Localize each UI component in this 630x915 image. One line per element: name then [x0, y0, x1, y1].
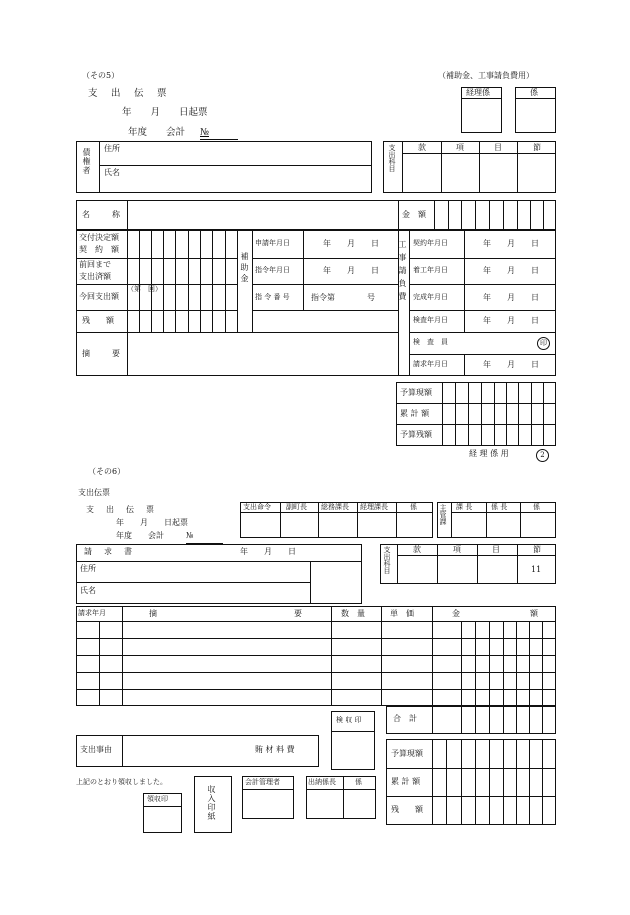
form6-col-kin: 金 — [452, 609, 460, 618]
form5-name-label: 氏名 — [104, 168, 120, 177]
form5-row-keiyaku: 契 約 額 — [79, 245, 119, 254]
form5-title: 支 出 伝 票 — [88, 88, 169, 99]
form5-tekiyo-label: 摘 要 — [82, 349, 122, 358]
form6-address-field[interactable] — [105, 564, 305, 580]
form5-budget-zangaku: 予算残額 — [400, 430, 432, 439]
form6-head-kan: 款 — [413, 545, 421, 554]
table-row[interactable] — [76, 672, 556, 673]
form5-head-moku: 目 — [494, 143, 502, 152]
form5-budget-ruikei: 累 計 額 — [400, 409, 430, 418]
form5-account-label: 支出科目 — [388, 144, 396, 172]
table-row[interactable] — [76, 689, 556, 690]
form5-address-field[interactable] — [130, 150, 366, 162]
form5-order-no: 指令第 号 — [311, 293, 375, 302]
form5-seal-mark: 印 — [537, 337, 550, 350]
form6-address-label: 住所 — [80, 564, 96, 573]
form5-row-koufu: 交付決定額 — [79, 233, 119, 242]
form5-address-label: 住所 — [104, 144, 120, 153]
form6-dept-kakari: 係 — [533, 503, 540, 511]
form5-date-line: 年 月 日起票 — [122, 107, 208, 118]
form6-cashier-label: 出納係長 — [308, 778, 336, 786]
form5-con-keiyaku: 契約年月日 — [413, 239, 448, 247]
form6-year-line: 年度 会計 — [116, 531, 164, 540]
form5-subsidy-ymd-2: 年 月 日 — [323, 266, 379, 275]
form5-row-konkai: 今回支出額 — [79, 292, 119, 301]
form5-con-seikyu: 請求年月日 — [413, 360, 448, 368]
form6-col-you: 要 — [294, 609, 302, 618]
form5-no-underline — [200, 139, 238, 140]
form5-head-setsu: 節 — [533, 143, 541, 152]
form6-head-setsu: 節 — [533, 545, 541, 554]
form5-header-left: （その5） — [82, 71, 120, 80]
form5-creditor-label: 債権者 — [82, 148, 91, 175]
form5-no-label: № — [200, 127, 209, 138]
form5-approval-kakari-label: 係 — [530, 88, 538, 97]
form6-head-kou: 項 — [453, 545, 461, 554]
form5-subsidy-bango: 指 令 番 号 — [255, 293, 290, 301]
form6-col-tanka: 単 価 — [390, 609, 414, 618]
form5-subsidy-shirei: 指令年月日 — [255, 266, 290, 274]
form6-name-label: 氏名 — [80, 586, 96, 595]
form6-receipt-note: 上記のとおり領収しました。 — [76, 778, 167, 786]
form6-account-box — [380, 544, 556, 584]
form6-approval-meirei: 支出命令 — [243, 503, 271, 511]
form5-approval-keiri-label: 経理係 — [466, 88, 490, 97]
form5-meisho-field[interactable] — [130, 203, 394, 227]
form5-con-chakkou: 着工年月日 — [413, 266, 448, 274]
form6-approval-fukucho: 副町長 — [286, 503, 307, 511]
form6-dept-label: 主管課 — [439, 504, 447, 525]
form5-account-box — [383, 141, 556, 193]
form6-no-label: № — [186, 531, 194, 540]
form6-date-line: 年 月 日起票 — [116, 518, 188, 527]
form6-header-left: （その6） — [88, 467, 126, 476]
form5-subsidy-ymd-1: 年 月 日 — [323, 239, 379, 248]
form5-row-zenkai: 前回まで — [79, 260, 111, 269]
form6-kenshu-label: 検 収 印 — [336, 716, 362, 724]
form6-budget-ruikei: 累 計 額 — [391, 777, 421, 786]
form6-cashier-kakari-label: 係 — [355, 778, 362, 786]
form6-reason-label: 支出事由 — [80, 745, 112, 754]
form5-con-ymd-1: 年 月 日 — [483, 239, 539, 248]
form5-con-ymd-2: 年 月 日 — [483, 266, 539, 275]
form6-title: 支 出 伝 票 — [86, 505, 156, 514]
form6-approval-soumu: 総務課長 — [321, 503, 349, 511]
form6-receipt-seal-label: 領収印 — [147, 795, 168, 803]
form5-footer: 経 理 係 用 — [469, 449, 509, 458]
form5-times-label: （第 回） — [127, 285, 162, 293]
form5-year-line: 年度 会計 — [128, 127, 186, 138]
form5-con-kensain: 検 査 員 — [413, 338, 448, 346]
form6-dept-kakaricho: 係 長 — [491, 503, 508, 511]
form5-row-zangaku: 残 額 — [82, 316, 114, 325]
form6-doc-name: 支出伝票 — [78, 488, 110, 497]
form6-approval-keiri: 経理課長 — [360, 503, 388, 511]
form6-claim-label: 請 求 書 — [84, 547, 134, 556]
form6-name-field[interactable] — [105, 585, 305, 601]
form6-budget-zangaku: 残 額 — [391, 805, 423, 814]
form5-con-ymd-4: 年 月 日 — [483, 316, 539, 325]
table-row[interactable] — [76, 638, 556, 639]
form5-row-shishutsuzumi: 支出済額 — [79, 272, 111, 281]
form6-total-label: 合 計 — [393, 714, 417, 723]
form6-col-suryo: 数 量 — [341, 609, 365, 618]
form5-amount-label: 金 額 — [402, 210, 426, 219]
form5-head-kan: 款 — [418, 143, 426, 152]
form5-con-kansei: 完成年月日 — [413, 293, 448, 301]
form6-stamp-label: 収入印紙 — [207, 785, 216, 821]
form5-head-kou: 項 — [456, 143, 464, 152]
form6-claim-date: 年 月 日 — [240, 547, 296, 556]
form6-approval-kakari: 係 — [410, 503, 417, 511]
form5-con-ymd-5: 年 月 日 — [483, 360, 539, 369]
form5-name-field[interactable] — [130, 172, 366, 186]
form6-col-teki: 摘 — [149, 609, 157, 618]
form5-subsidy-shinsei: 申請年月日 — [255, 239, 290, 247]
form5-header-right: （補助金、工事請負費用） — [438, 71, 534, 80]
form6-dept-kacho: 課 長 — [456, 503, 473, 511]
form5-con-kensa: 検査年月日 — [413, 316, 448, 324]
form5-tekiyo-field[interactable] — [130, 335, 394, 373]
form6-reason-value: 賄 材 料 費 — [255, 745, 295, 754]
form5-subsidy-label: 補助金 — [240, 252, 249, 285]
form5-meisho-label: 名 称 — [82, 210, 122, 219]
form6-head-moku: 目 — [492, 545, 500, 554]
table-row[interactable] — [76, 655, 556, 656]
form6-accountant-label: 会計管理者 — [245, 778, 280, 786]
form6-budget-genkaku: 予算現額 — [391, 749, 423, 758]
form5-footer-circle: 2 — [536, 449, 549, 462]
form5-budget-genkaku: 予算現額 — [400, 388, 432, 397]
form6-setsu-value: 11 — [531, 565, 542, 574]
form6-col-seikyu: 請求年月 — [78, 609, 106, 617]
form5-construction-label: 工事請負費 — [398, 240, 407, 305]
form5-con-ymd-3: 年 月 日 — [483, 293, 539, 302]
form6-account-label: 支出科目 — [383, 546, 391, 574]
form6-col-gaku: 額 — [530, 609, 538, 618]
